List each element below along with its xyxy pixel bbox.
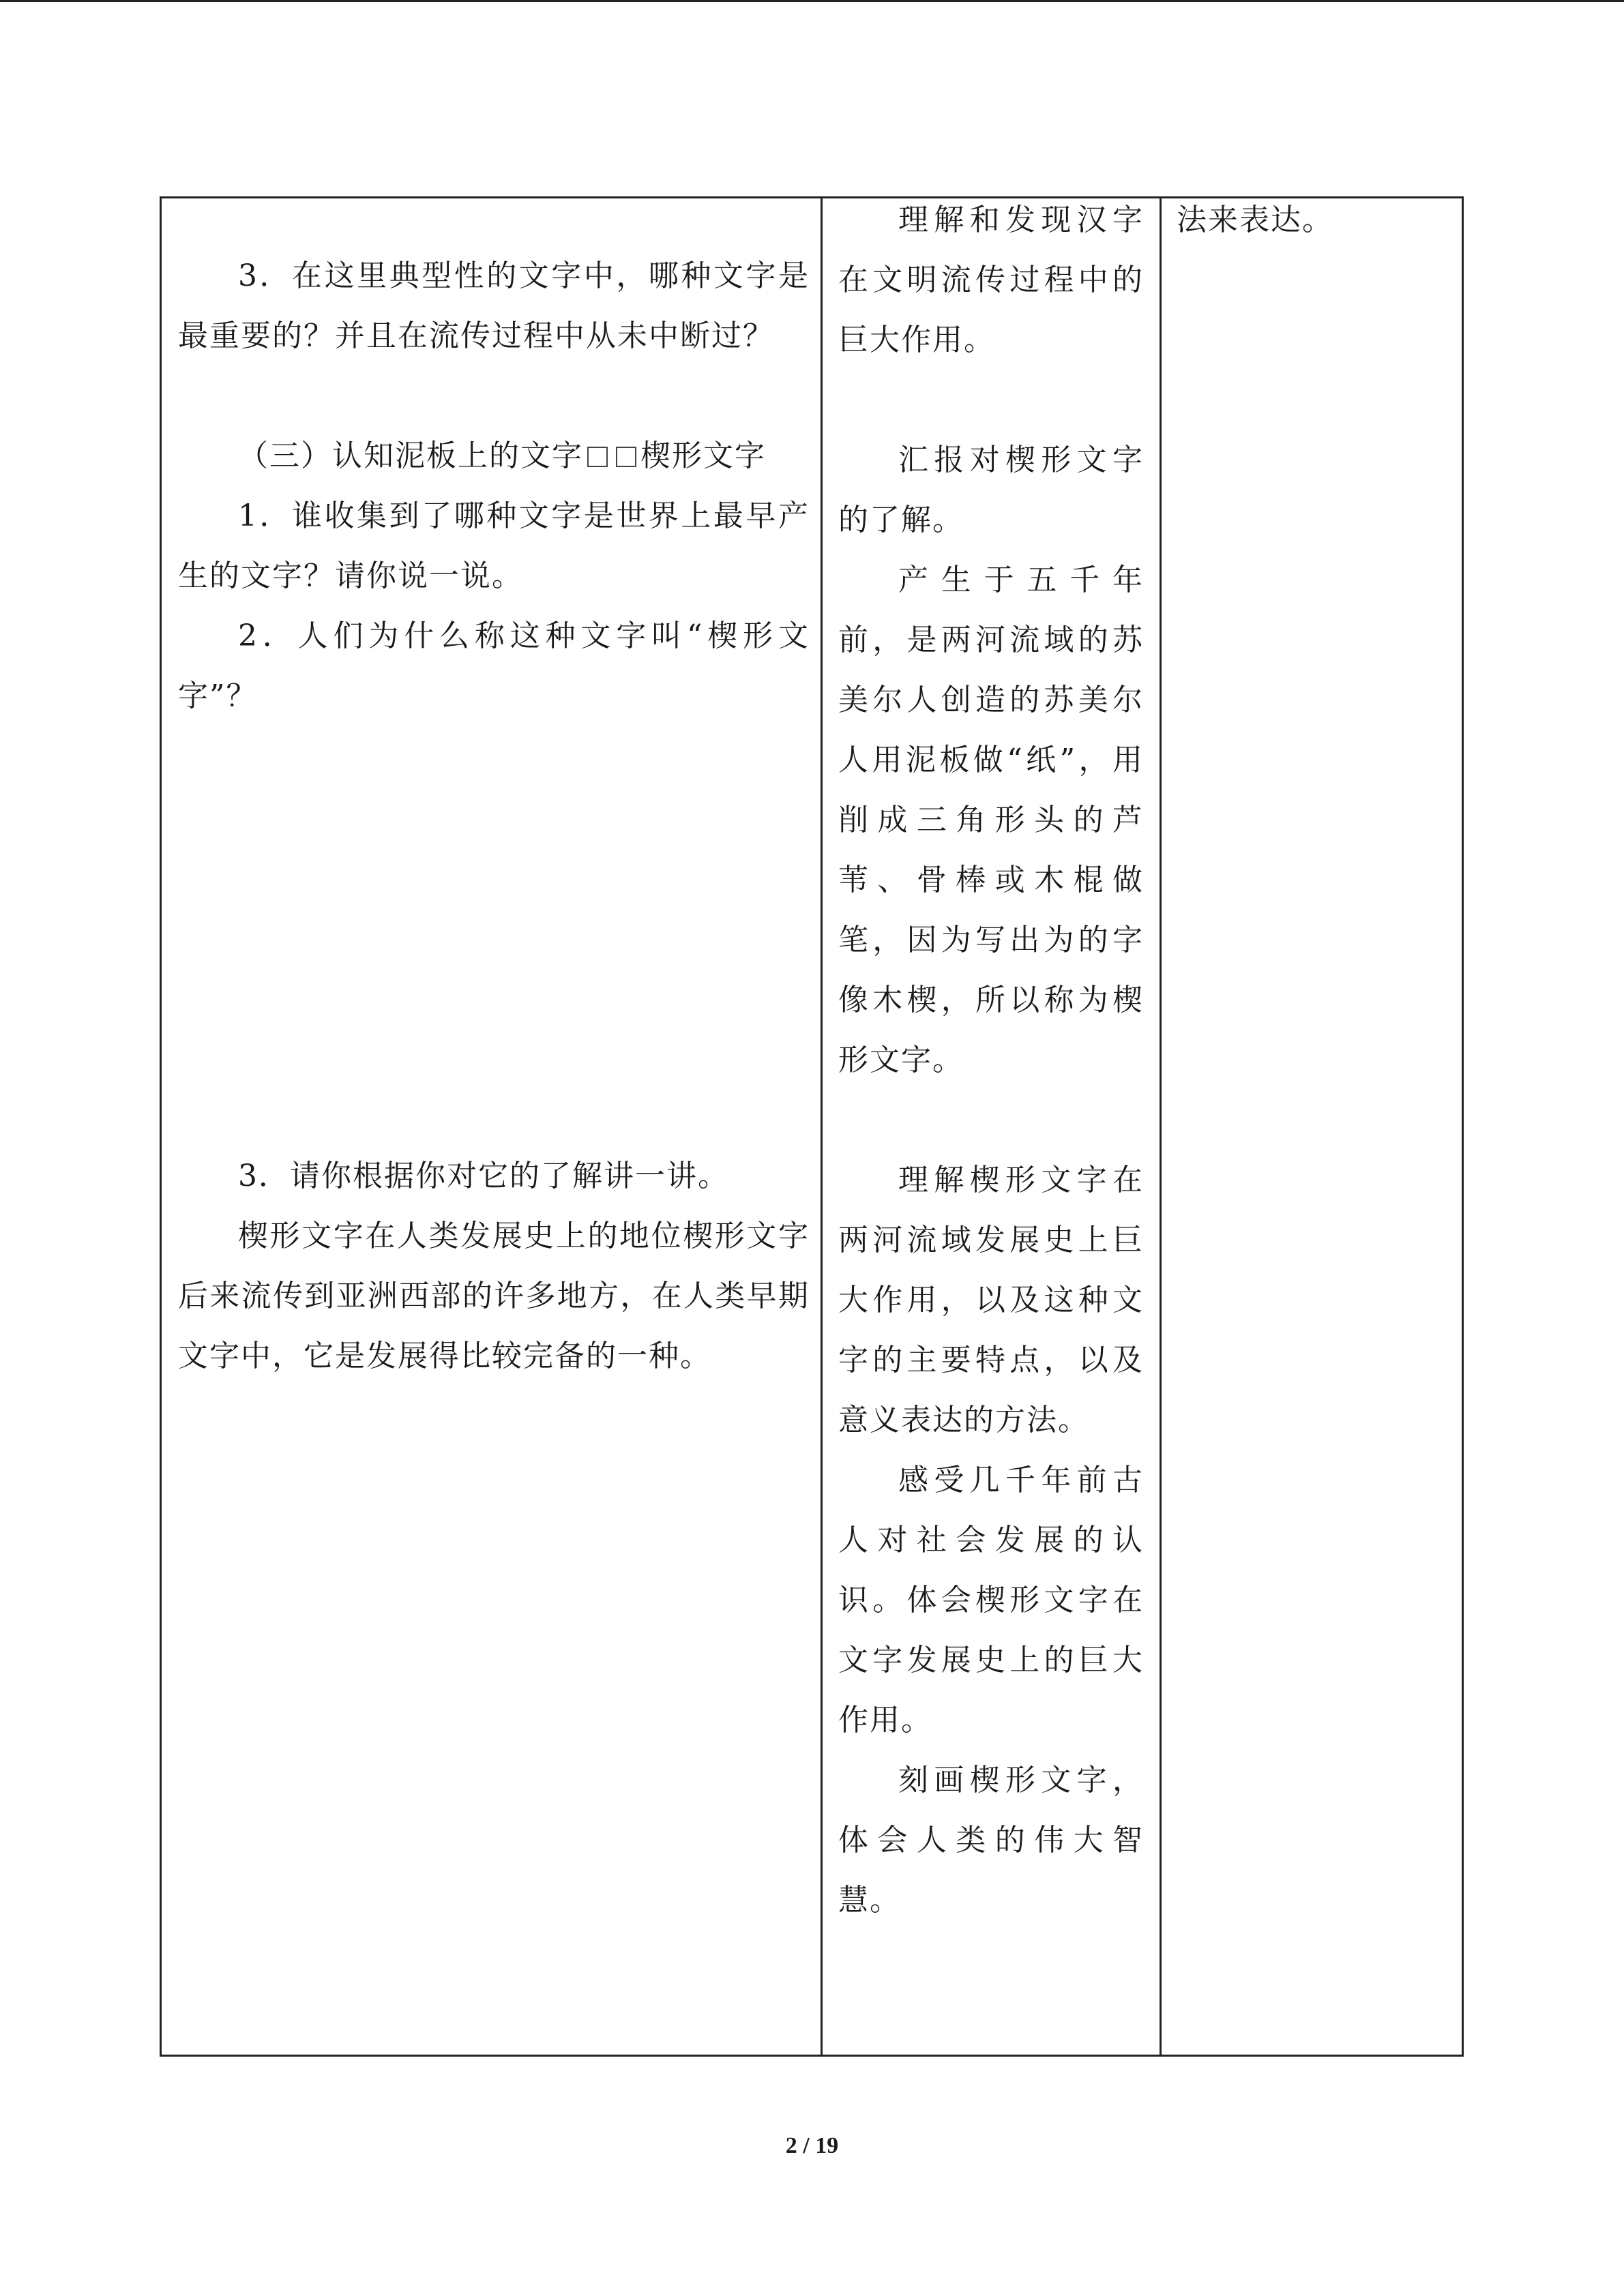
student-note-2: 汇报对楔形文字的了解。 <box>838 443 1144 537</box>
student-note-4: 理解楔形文字在两河流域发展史上巨大作用，以及这种文字的主要特点，以及意义表达的方法。 <box>838 1163 1144 1437</box>
student-note-3: 产生于五千年前，是两河流域的苏美尔人创造的苏美尔人用泥板做“纸”，用削成三角形头的芦苇、骨棒或木棍做笔，因为写出为的字像木楔，所以称为楔形文字。 <box>838 563 1144 1077</box>
design-intent-cell <box>1177 190 1449 250</box>
page-number: 2 / 19 <box>785 2133 839 2158</box>
student-note-1: 理解和发现汉字在文明流传过程中的巨大作用。 <box>838 203 1144 357</box>
column-divider-1 <box>821 198 823 2055</box>
question-3b-text: 3．请你根据你对它的了解讲一讲。 <box>238 1159 729 1193</box>
question-1-text: 1．谁收集到了哪种文字是世界上最早产生的文字？请你说一说。 <box>178 498 810 593</box>
design-intent-note: 法来表达。 <box>1177 203 1333 237</box>
student-note-5: 感受几千年前古人对社会发展的认识。体会楔形文字在文字发展史上的巨大作用。 <box>838 1463 1144 1738</box>
student-note-6: 刻画楔形文字，体会人类的伟大智慧。 <box>838 1763 1144 1918</box>
student-activity-cell <box>838 190 1144 1930</box>
question-2-text: 2．人们为什么称这种文字叫“楔形文字”？ <box>178 618 810 713</box>
lesson-plan-table <box>160 196 1464 2057</box>
teacher-activity-cell <box>178 198 810 1386</box>
top-border-line <box>0 0 1624 2</box>
missing-glyph-box <box>587 447 608 467</box>
cuneiform-history-text: 楔形文字在人类发展史上的地位楔形文字后来流传到亚洲西部的许多地方，在人类早期文字中，它是发展得比较完备的一种。 <box>178 1219 810 1373</box>
missing-glyph-box <box>616 447 636 467</box>
question-3-text: 3．在这里典型性的文字中，哪种文字是最重要的？并且在流传过程中从未中断过？ <box>178 258 810 353</box>
column-divider-2 <box>1160 198 1162 2055</box>
section-3-heading: （三）认知泥板上的文字 楔形文字 <box>238 438 766 473</box>
